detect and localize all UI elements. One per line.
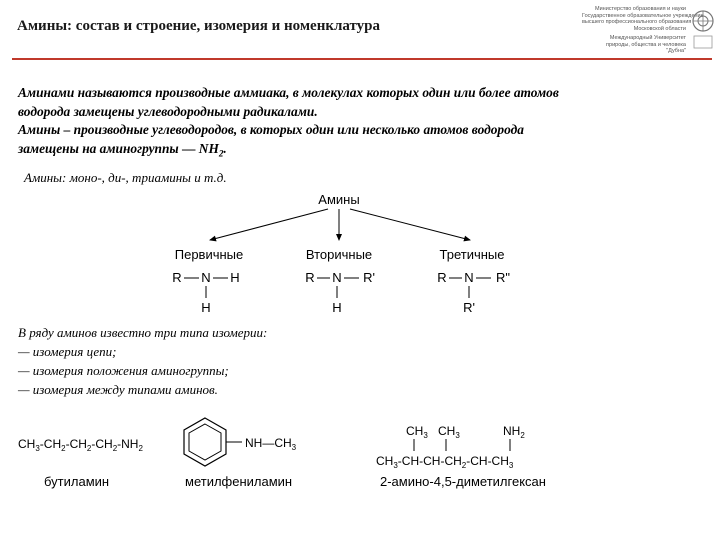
arrow-right — [350, 209, 470, 240]
title-divider — [12, 58, 712, 60]
main-chain: $CH_3-CH-CH-CH_2-CH-CH_3$ — [376, 454, 514, 470]
methylphenylamine-structure — [178, 415, 308, 471]
aminodimethylhexane-name: 2-амино-4,5-диметилгексан — [380, 474, 546, 489]
primary-label: Первичные — [174, 247, 244, 262]
primary-r: R — [172, 270, 182, 285]
root-label: Амины — [318, 192, 360, 207]
secondary-label: Вторичные — [305, 247, 373, 262]
logo-line: Московской области — [633, 25, 686, 32]
butylamine-name: бутиламин — [44, 474, 110, 489]
logo-line: "Дубна" — [666, 48, 686, 54]
isomerism-item: — изомерия положения аминогруппы; — [18, 363, 229, 378]
isomerism-list — [18, 323, 267, 399]
definition-line — [18, 140, 698, 163]
secondary-r2: R' — [363, 270, 375, 285]
tertiary-r: R — [437, 270, 447, 285]
tertiary-r2: R" — [495, 270, 511, 285]
primary-n: N — [201, 270, 211, 285]
primary-h-below: H — [201, 300, 211, 315]
isomerism-item: — изомерия между типами аминов. — [18, 382, 218, 397]
definition-end: . — [223, 140, 227, 156]
benzene-ring — [184, 418, 226, 466]
benzene-inner-ring — [189, 424, 221, 460]
university-logo-text — [582, 6, 704, 55]
page-title: Амины: состав и строение, изомерия и номенклатура — [17, 18, 381, 34]
definition-line: Амины – производные углеводородов, в которых один или несколько атомов водорода — [18, 122, 524, 137]
amine-classification-diagram — [160, 185, 560, 320]
butylamine-formula: $CH_3-CH_2-CH_2-CH_2-NH_2$ — [18, 437, 143, 453]
logo-line: Международный Университет — [609, 35, 686, 41]
secondary-n: N — [332, 270, 342, 285]
definition-line: водорода замещены углеводородными радикалами. — [18, 103, 318, 119]
logo-line: природы, общества и человека — [606, 41, 686, 48]
university-emblem-icon — [690, 8, 716, 52]
methyl-group: $CH_3$ — [438, 424, 460, 440]
definition-line: Аминами называются производные аммиака, в молекулах которых один или более атомов — [18, 85, 559, 100]
butylamine-structure — [18, 428, 168, 458]
primary-h: H — [230, 270, 240, 285]
arrow-left — [210, 209, 328, 240]
definitions — [18, 84, 698, 163]
methyl-group: $CH_3$ — [406, 424, 428, 440]
tertiary-r-below: R' — [463, 300, 475, 315]
aminodimethylhexane-structure — [376, 418, 566, 472]
tertiary-n: N — [464, 270, 474, 285]
amine-kinds: Амины: моно-, ди-, триамины и т.д. — [24, 170, 227, 185]
amino-group: $NH_2$ — [503, 424, 525, 440]
subscript: 2 — [218, 148, 224, 159]
isomerism-intro: В ряду аминов известно три типа изомерии: — [18, 325, 268, 340]
logo-line: высшего профессионального образования — [582, 19, 692, 25]
secondary-h-below: H — [332, 300, 342, 315]
definition-text: замещены на аминогруппы — NH — [18, 140, 219, 156]
methylamino-group: $NH—CH_3$ — [245, 436, 297, 452]
logo-line: Государственное образовательное учреждение — [582, 12, 704, 19]
secondary-r: R — [305, 270, 315, 285]
tertiary-label: Третичные — [439, 247, 505, 262]
isomerism-item: — изомерия цепи; — [18, 344, 117, 359]
methylphenylamine-name: метилфениламин — [185, 474, 293, 489]
logo-line: Министерство образования и науки — [595, 6, 686, 12]
